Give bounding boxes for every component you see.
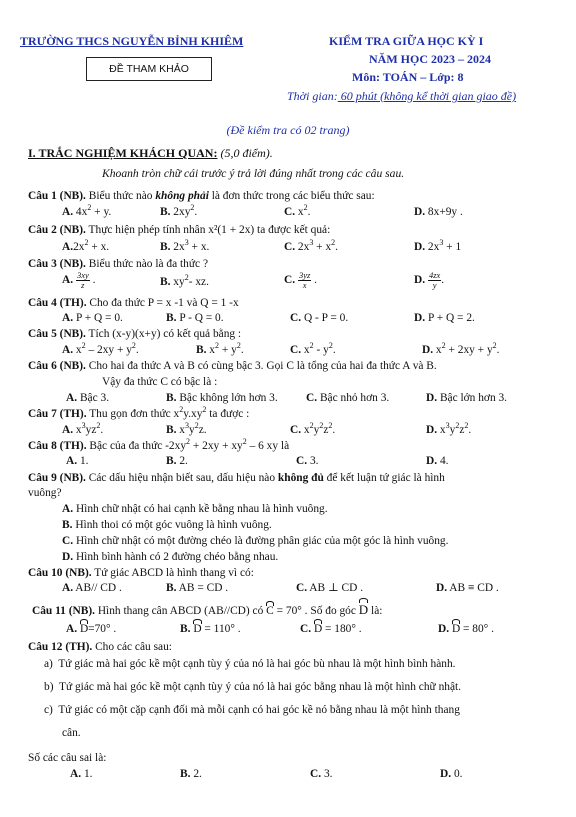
section-instruction: Khoanh tròn chữ cái trước ý trả lời đúng nhất trong các câu sau. (102, 167, 405, 180)
q2-option-c[interactable]: C. $2x^3 + x^2$. (284, 238, 339, 253)
q10-option-b[interactable]: B. AB = CD . (166, 582, 229, 594)
q12-count-prompt: Số các câu sai là: (28, 752, 107, 764)
q12-option-d[interactable]: D. 0. (440, 768, 463, 780)
q10-option-d[interactable]: D. AB ≡ CD . (436, 582, 499, 594)
question-8: Câu 8 (TH). Bậc của đa thức $-2xy^2 + 2xy + xy^2 - 6$ xy là (28, 437, 290, 452)
q4-option-b[interactable]: B. P - Q = 0. (166, 312, 224, 324)
question-12: Câu 12 (TH). Cho các câu sau: (28, 641, 172, 653)
q10-option-a[interactable]: A. AB// CD . (62, 582, 122, 594)
question-3: Câu 3 (NB). Biểu thức nào là đa thức ? (28, 258, 209, 270)
question-9-line2: vuông? (28, 487, 62, 499)
q11-option-a[interactable]: A. D=70° . (66, 623, 117, 635)
q12-statement-a: a) Tứ giác mà hai góc kề một cạnh tùy ý của nó là hai góc bù nhau là một hình bình hành. (44, 658, 456, 670)
q7-option-a[interactable]: A. $x^3yz^2$. (62, 421, 104, 436)
q5-option-a[interactable]: A. $x^2 - 2xy + y^2$. (62, 341, 139, 356)
q9-option-b[interactable]: B. Hình thoi có một góc vuông là hình vuông. (62, 519, 272, 531)
exam-title: KIỂM TRA GIỮA HỌC KỲ I (329, 34, 484, 48)
q2-option-b[interactable]: B. $2x^3 + x$. (160, 238, 210, 253)
q9-option-c[interactable]: C. Hình chữ nhật có một đường chéo là đường phân giác của một góc là hình vuông. (62, 535, 449, 547)
q12-option-a[interactable]: A. 1. (70, 768, 93, 780)
q9-option-a[interactable]: A. Hình chữ nhật có hai cạnh kề bằng nhau là hình vuông. (62, 503, 328, 515)
q12-option-b[interactable]: B. 2. (180, 768, 202, 780)
time-allowed: Thời gian: 60 phút (không kể thời gian giao đề) (287, 89, 517, 103)
q4-option-d[interactable]: D. P + Q = 2. (414, 312, 475, 324)
q7-option-b[interactable]: B. $x^3y^2z$. (166, 421, 207, 436)
q5-option-d[interactable]: D. $x^2 + 2xy + y^2$. (422, 341, 500, 356)
q1-option-a[interactable]: A. $4x^2 + y$. (62, 203, 112, 218)
q8-option-c[interactable]: C. 3. (296, 455, 319, 467)
q8-option-d[interactable]: D. 4. (426, 455, 449, 467)
q12-statement-c: c) Tứ giác có một cặp cạnh đối mà mỗi cạnh có hai góc kề nó bằng nhau là một hình thang (44, 704, 460, 716)
q7-option-d[interactable]: D. $x^3y^2z^2$. (426, 421, 472, 436)
q4-option-c[interactable]: C. Q - P = 0. (290, 312, 349, 324)
q9-option-d[interactable]: D. Hình bình hành có 2 đường chéo bằng nhau. (62, 551, 279, 563)
q5-option-b[interactable]: B. $x^2 + y^2$. (196, 341, 244, 356)
question-4: Câu 4 (TH). Cho đa thức P = x -1 và Q = 1 -x (28, 297, 239, 309)
question-1: Câu 1 (NB). Biểu thức nào không phải là đơn thức trong các biểu thức sau: (28, 190, 375, 202)
q2-option-a[interactable]: $A.2x^2 + x$. (62, 238, 110, 253)
question-6: Câu 6 (NB). Cho hai đa thức A và B có cùng bậc 3. Gọi C là tổng của hai đa thức A và B. (28, 360, 437, 372)
q1-option-d[interactable]: D. 8x+9y . (414, 206, 463, 218)
question-5: Câu 5 (NB). Tích (x-y)(x+y) có kết quả bằng : (28, 328, 242, 340)
question-2: Câu 2 (NB). Thực hiện phép tính nhân x²(1 + 2x) ta được kết quả: (28, 224, 331, 236)
q6-option-b[interactable]: B. Bậc không lớn hơn 3. (166, 392, 278, 404)
q12-statement-c-line2: cân. (62, 727, 81, 739)
q7-option-c[interactable]: C. $x^2y^2z^2$. (290, 421, 336, 436)
q8-option-b[interactable]: B. 2. (166, 455, 188, 467)
q3-option-a[interactable]: A. $\frac{3xy}{z}$ . (62, 270, 96, 290)
q11-option-b[interactable]: B. D = 110° . (180, 623, 241, 635)
question-6-line2: Vậy đa thức C có bậc là : (102, 376, 218, 388)
q1-option-c[interactable]: C. $x^2$. (284, 203, 311, 218)
q6-option-a[interactable]: A. Bậc 3. (66, 392, 110, 404)
q3-option-c[interactable]: C. $\frac{3yz}{x}$ . (284, 270, 317, 290)
q12-option-c[interactable]: C. 3. (310, 768, 333, 780)
reference-box: ĐỀ THAM KHẢO (86, 57, 212, 81)
school-name: TRƯỜNG THCS NGUYỄN BỈNH KHIÊM (20, 34, 244, 48)
q10-option-c[interactable]: C. AB ⊥ CD . (296, 582, 364, 594)
q6-option-d[interactable]: D. Bậc lớn hơn 3. (426, 392, 508, 404)
subject-grade: Môn: TOÁN – Lớp: 8 (352, 70, 464, 84)
school-year: NĂM HỌC 2023 – 2024 (369, 52, 491, 66)
q12-statement-b: b) Tứ giác mà hai góc kề một cạnh tùy ý của nó là hai góc bằng nhau là một hình chữ nhật. (44, 681, 462, 693)
question-7: Câu 7 (TH). Thu gọn đơn thức $x^2y.xy^2$ ta được : (28, 405, 250, 420)
q1-option-b[interactable]: B. $2xy^2$. (160, 203, 198, 218)
q4-option-a[interactable]: A. P + Q = 0. (62, 312, 123, 324)
q2-option-d[interactable]: D. $2x^3 + 1$ (414, 238, 462, 253)
q3-option-b[interactable]: B. $xy^2-$ xz. (160, 273, 209, 288)
q6-option-c[interactable]: C. Bậc nhỏ hơn 3. (306, 392, 390, 404)
question-11: Câu 11 (NB). Hình thang cân ABCD (AB//CD) có C = 70° . Số đo góc D là: (32, 602, 383, 617)
pages-note: (Đề kiểm tra có 02 trang) (226, 123, 350, 137)
question-10: Câu 10 (NB). Tứ giác ABCD là hình thang vì có: (28, 567, 254, 579)
section-title: I. TRẮC NGHIỆM KHÁCH QUAN: (5,0 điểm). (28, 146, 273, 160)
q3-option-d[interactable]: D. $\frac{4zx}{y}$ . (414, 270, 445, 290)
q11-option-d[interactable]: D. D = 80° . (438, 623, 494, 635)
q11-option-c[interactable]: C. D = 180° . (300, 623, 362, 635)
q5-option-c[interactable]: C. $x^2 - y^2$. (290, 341, 336, 356)
question-9: Câu 9 (NB). Các dấu hiệu nhận biết sau, dấu hiệu nào không đủ để kết luận tứ giác là hình (28, 472, 445, 484)
q8-option-a[interactable]: A. 1. (66, 455, 89, 467)
